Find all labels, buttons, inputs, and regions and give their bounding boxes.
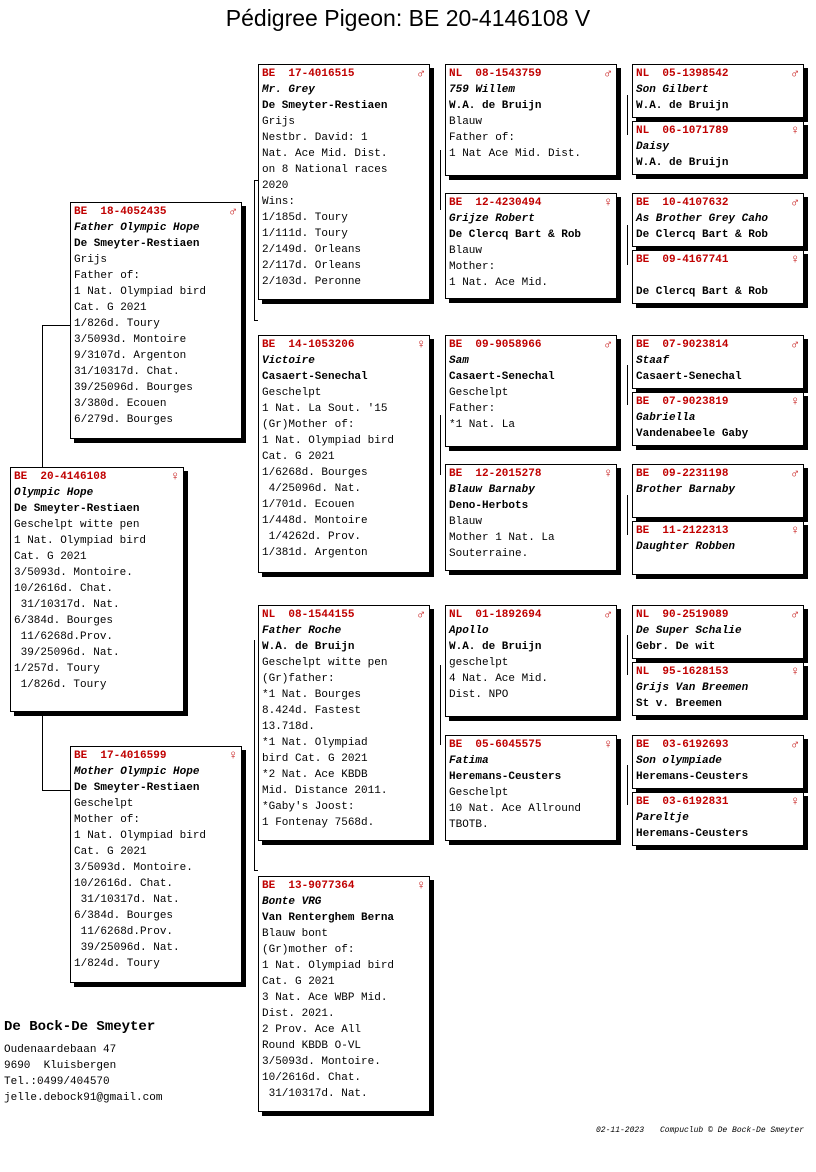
pedigree-line: Mother 1 Nat. La	[449, 532, 555, 544]
pigeon-name: Apollo	[449, 625, 489, 637]
female-icon: ♀	[229, 748, 237, 763]
ggparent-card-mfm	[445, 735, 617, 841]
pedigree-line: 11/6268d.Prov.	[74, 926, 174, 938]
pedigree-line: 1 Nat. Olympiad bird	[14, 535, 147, 547]
pigeon-name: Grijs Van Breemen	[636, 682, 749, 694]
pedigree-line: 2/117d. Orleans	[262, 260, 362, 272]
gggparent-card-12	[632, 792, 804, 846]
father-card	[70, 202, 242, 439]
male-icon: ♂	[791, 66, 799, 81]
ring-number-text: NL 95-1628153	[636, 666, 729, 678]
pigeon-name: Father Olympic Hope	[74, 222, 200, 234]
pedigree-line: 10 Nat. Ace Allround	[449, 803, 582, 815]
gggparent-card-8	[632, 521, 804, 575]
pedigree-line: Nestbr. David: 1	[262, 132, 368, 144]
ring-number	[636, 252, 800, 268]
breeder-name: Vandenabeele Gaby	[636, 428, 749, 440]
gggparent-card-10	[632, 662, 804, 716]
male-icon: ♂	[791, 195, 799, 210]
gggparent-card-7	[632, 464, 804, 518]
pedigree-line: Dist. NPO	[449, 689, 509, 701]
ring-number-text: BE 11-2122313	[636, 525, 729, 537]
ring-number	[636, 466, 800, 482]
pedigree-line: 1/826d. Toury	[74, 318, 160, 330]
ring-number-text: NL 05-1398542	[636, 68, 729, 80]
connector-line	[627, 365, 628, 405]
pedigree-line: 1 Fontenay 7568d.	[262, 817, 375, 829]
female-icon: ♀	[791, 523, 799, 538]
connector-line	[254, 870, 258, 871]
connector-line	[440, 415, 441, 475]
pedigree-line: 3/380d. Ecouen	[74, 398, 167, 410]
ring-number	[636, 737, 800, 753]
breeder-name: De Smeyter-Restiaen	[74, 782, 200, 794]
pedigree-line: 31/10317d. Nat.	[74, 894, 180, 906]
pedigree-line: 13.718d.	[262, 721, 315, 733]
breeder-name: De Clercq Bart & Rob	[636, 229, 769, 241]
ring-number	[449, 195, 613, 211]
breeder-name: Heremans-Ceusters	[636, 771, 749, 783]
footer-credit: Compuclub © De Bock-De Smeyter	[660, 1126, 805, 1135]
connector-line	[42, 790, 70, 791]
breeder-name: W.A. de Bruijn	[636, 157, 729, 169]
breeder-name: Deno-Herbots	[449, 500, 529, 512]
connector-line	[440, 150, 441, 210]
pedigree-line: 10/2616d. Chat.	[74, 878, 174, 890]
pedigree-line: 1/6268d. Bourges	[262, 467, 368, 479]
pigeon-name: Fatima	[449, 755, 489, 767]
breeder-name: St v. Breemen	[636, 698, 722, 710]
ring-number	[262, 66, 426, 82]
pedigree-line: Cat. G 2021	[74, 302, 147, 314]
ring-number	[449, 737, 613, 753]
ring-number	[262, 337, 426, 353]
pedigree-line: 1/111d. Toury	[262, 228, 348, 240]
gggparent-card-11	[632, 735, 804, 789]
pedigree-line: Geschelpt	[449, 387, 509, 399]
connector-line	[627, 635, 628, 675]
pedigree-line: Round KBDB O-VL	[262, 1040, 362, 1052]
paternal-grandfather-card	[258, 64, 430, 300]
female-icon: ♀	[604, 195, 612, 210]
pedigree-line: Nat. Ace Mid. Dist.	[262, 148, 388, 160]
pedigree-line: 1 Nat. La Sout. '15	[262, 403, 388, 415]
male-icon: ♂	[417, 607, 425, 622]
pedigree-line: 1 Nat Ace Mid. Dist.	[449, 148, 582, 160]
ring-number	[449, 466, 613, 482]
maternal-grandfather-card	[258, 605, 430, 841]
connector-line	[42, 325, 70, 326]
male-icon: ♂	[791, 337, 799, 352]
gggparent-card-5	[632, 335, 804, 389]
pedigree-line: Father of:	[449, 132, 516, 144]
footer-date: 02-11-2023	[596, 1126, 645, 1135]
ring-number-text: BE 17-4016515	[262, 68, 355, 80]
ring-number	[636, 607, 800, 623]
pedigree-line: bird Cat. G 2021	[262, 753, 368, 765]
breeder-name: W.A. de Bruijn	[636, 100, 729, 112]
ring-number-text: BE 14-1053206	[262, 339, 355, 351]
pedigree-line: 6/279d. Bourges	[74, 414, 174, 426]
page-title: Pédigree Pigeon: BE 20-4146108 V	[225, 5, 591, 31]
ring-number-text: NL 06-1071789	[636, 125, 729, 137]
pedigree-line: 1 Nat. Olympiad bird	[262, 435, 395, 447]
ring-number-text: BE 17-4016599	[74, 750, 167, 762]
pigeon-name: Son olympiade	[636, 755, 722, 767]
pedigree-line: *1 Nat. Olympiad	[262, 737, 368, 749]
owner-city: 9690 Kluisbergen	[4, 1060, 117, 1072]
pigeon-name: Bonte VRG	[262, 896, 322, 908]
pigeon-name	[636, 268, 800, 284]
breeder-name: Heremans-Ceusters	[449, 771, 562, 783]
connector-line	[42, 712, 43, 790]
breeder-name: De Smeyter-Restiaen	[14, 503, 140, 515]
breeder-name: De Smeyter-Restiaen	[262, 100, 388, 112]
pedigree-line: on 8 National races	[262, 164, 388, 176]
breeder-name: Van Renterghem Berna	[262, 912, 395, 924]
breeder-name: De Clercq Bart & Rob	[449, 229, 582, 241]
paternal-grandmother-card	[258, 335, 430, 573]
pedigree-line: Grijs	[74, 254, 108, 266]
ring-number-text: BE 12-2015278	[449, 468, 542, 480]
pedigree-line: 3 Nat. Ace WBP Mid.	[262, 992, 388, 1004]
ring-number	[636, 794, 800, 810]
pedigree-line: 1/448d. Montoire	[262, 515, 368, 527]
pedigree-line: Blauw	[449, 516, 483, 528]
pigeon-name: Victoire	[262, 355, 315, 367]
pigeon-name: As Brother Grey Caho	[636, 213, 769, 225]
female-icon: ♀	[417, 337, 425, 352]
ring-number-text: BE 10-4107632	[636, 197, 729, 209]
pedigree-line: 3/5093d. Montoire	[74, 334, 187, 346]
pedigree-line: Mother of:	[74, 814, 141, 826]
ggparent-card-ffm	[445, 193, 617, 299]
pedigree-line: 1 Nat. Olympiad bird	[74, 830, 207, 842]
pedigree-line: (Gr)father:	[262, 673, 335, 685]
pedigree-line: 8.424d. Fastest	[262, 705, 362, 717]
male-icon: ♂	[791, 607, 799, 622]
pigeon-name: Grijze Robert	[449, 213, 535, 225]
ring-number	[449, 337, 613, 353]
pedigree-line: 39/25096d. Nat.	[74, 942, 180, 954]
pigeon-name: Sam	[449, 355, 469, 367]
pedigree-line: Geschelpt witte pen	[262, 657, 388, 669]
pedigree-line: 31/10317d. Nat.	[14, 599, 120, 611]
breeder-name: W.A. de Bruijn	[449, 641, 542, 653]
gggparent-card-9	[632, 605, 804, 659]
owner-address: Oudenaardebaan 47	[4, 1044, 117, 1056]
pedigree-line: 3/5093d. Montoire.	[74, 862, 193, 874]
pigeon-name: Daughter Robben	[636, 541, 736, 553]
subject-pigeon-card	[10, 467, 184, 712]
pedigree-line: Geschelpt witte pen	[14, 519, 140, 531]
pedigree-line: Geschelpt	[449, 787, 509, 799]
ring-number	[636, 195, 800, 211]
connector-line	[42, 325, 43, 467]
pedigree-line: 10/2616d. Chat.	[14, 583, 114, 595]
ring-number-text: BE 09-2231198	[636, 468, 729, 480]
pedigree-line: 11/6268d.Prov.	[14, 631, 114, 643]
breeder-name: De Clercq Bart & Rob	[636, 286, 769, 298]
male-icon: ♂	[604, 337, 612, 352]
breeder-name: W.A. de Bruijn	[262, 641, 355, 653]
pedigree-line: Grijs	[262, 116, 296, 128]
connector-line	[627, 225, 628, 265]
female-icon: ♀	[417, 878, 425, 893]
male-icon: ♂	[791, 737, 799, 752]
pedigree-line: 1/824d. Toury	[74, 958, 160, 970]
ggparent-card-fff	[445, 64, 617, 176]
ring-number-text: BE 07-9023819	[636, 396, 729, 408]
pedigree-line: (Gr)mother of:	[262, 944, 355, 956]
connector-line	[627, 495, 628, 535]
ring-number	[636, 394, 800, 410]
gggparent-card-2	[632, 121, 804, 175]
ring-number	[262, 878, 426, 894]
pedigree-line: 1 Nat. Olympiad bird	[262, 960, 395, 972]
pigeon-name: Father Roche	[262, 625, 342, 637]
pedigree-line: Cat. G 2021	[262, 976, 335, 988]
ring-number	[74, 748, 238, 764]
pedigree-line: 3/5093d. Montoire.	[14, 567, 133, 579]
connector-line	[254, 320, 258, 321]
pedigree-line: 2 Prov. Ace All	[262, 1024, 362, 1036]
pedigree-line: 9/3107d. Argenton	[74, 350, 187, 362]
pedigree-line: 31/10317d. Nat.	[262, 1088, 368, 1100]
gggparent-card-6	[632, 392, 804, 446]
gggparent-card-4	[632, 250, 804, 304]
pigeon-name: 759 Willem	[449, 84, 516, 96]
breeder-name: Casaert-Senechal	[262, 371, 368, 383]
pedigree-line: 1/185d. Toury	[262, 212, 348, 224]
pedigree-line: Cat. G 2021	[14, 551, 87, 563]
ring-number-text: BE 20-4146108	[14, 471, 107, 483]
pigeon-name: Gabriella	[636, 412, 696, 424]
male-icon: ♂	[791, 466, 799, 481]
ring-number-text: BE 12-4230494	[449, 197, 542, 209]
pedigree-line: 3/5093d. Montoire.	[262, 1056, 381, 1068]
breeder-name: De Smeyter-Restiaen	[74, 238, 200, 250]
ring-number	[636, 523, 800, 539]
pedigree-line: 1/826d. Toury	[14, 679, 107, 691]
female-icon: ♀	[171, 469, 179, 484]
pedigree-line: Blauw	[449, 245, 483, 257]
pedigree-line: 1/701d. Ecouen	[262, 499, 355, 511]
ring-number-text: BE 03-6192831	[636, 796, 729, 808]
pedigree-line: 2020	[262, 180, 289, 192]
breeder-name: Gebr. De wit	[636, 641, 716, 653]
ring-number-text: BE 18-4052435	[74, 206, 167, 218]
gggparent-card-1	[632, 64, 804, 118]
female-icon: ♀	[791, 394, 799, 409]
ring-number-text: BE 13-9077364	[262, 880, 355, 892]
pedigree-line: *2 Nat. Ace KBDB	[262, 769, 368, 781]
pedigree-line: 1/381d. Argenton	[262, 547, 368, 559]
pedigree-line: Cat. G 2021	[74, 846, 147, 858]
ring-number-text: NL 08-1543759	[449, 68, 542, 80]
male-icon: ♂	[417, 66, 425, 81]
breeder-name: Casaert-Senechal	[449, 371, 555, 383]
ring-number	[449, 66, 613, 82]
ring-number-text: BE 07-9023814	[636, 339, 729, 351]
female-icon: ♀	[604, 466, 612, 481]
ggparent-card-fmf	[445, 335, 617, 447]
female-icon: ♀	[791, 252, 799, 267]
connector-line	[440, 665, 441, 745]
ring-number-text: NL 01-1892694	[449, 609, 542, 621]
connector-line	[627, 765, 628, 805]
ring-number-text: BE 09-9058966	[449, 339, 542, 351]
pedigree-line: Blauw bont	[262, 928, 329, 940]
ring-number	[636, 664, 800, 680]
ring-number-text: BE 03-6192693	[636, 739, 729, 751]
ring-number-text: BE 05-6045575	[449, 739, 542, 751]
owner-phone: Tel.:0499/404570	[4, 1076, 110, 1088]
male-icon: ♂	[604, 66, 612, 81]
pigeon-name: De Super Schalie	[636, 625, 742, 637]
pedigree-line: 39/25096d. Bourges	[74, 382, 193, 394]
pedigree-line: Geschelpt	[74, 798, 134, 810]
pedigree-line: Geschelpt	[262, 387, 322, 399]
breeder-name: W.A. de Bruijn	[449, 100, 542, 112]
pedigree-line: 6/384d. Bourges	[74, 910, 174, 922]
ring-number	[262, 607, 426, 623]
ggparent-card-fmm	[445, 464, 617, 571]
pigeon-name: Daisy	[636, 141, 670, 153]
pedigree-line: 39/25096d. Nat.	[14, 647, 120, 659]
female-icon: ♀	[604, 737, 612, 752]
female-icon: ♀	[791, 123, 799, 138]
male-icon: ♂	[604, 607, 612, 622]
owner-email: jelle.debock91@gmail.com	[4, 1092, 163, 1104]
pigeon-name: Olympic Hope	[14, 487, 94, 499]
owner-name: De Bock-De Smeyter	[4, 1019, 156, 1035]
pedigree-line: 1/257d. Toury	[14, 663, 100, 675]
pedigree-line: 10/2616d. Chat.	[262, 1072, 362, 1084]
ring-number	[636, 123, 800, 139]
pedigree-line: *1 Nat. Bourges	[262, 689, 362, 701]
connector-line	[254, 180, 255, 320]
pigeon-name: Son Gilbert	[636, 84, 709, 96]
pigeon-name: Blauw Barnaby	[449, 484, 535, 496]
ring-number	[74, 204, 238, 220]
pedigree-line: *1 Nat. La	[449, 419, 516, 431]
breeder-name: Heremans-Ceusters	[636, 828, 749, 840]
ring-number	[636, 337, 800, 353]
pedigree-line: Father:	[449, 403, 496, 415]
pedigree-line: 2/103d. Peronne	[262, 276, 362, 288]
pedigree-line: 4 Nat. Ace Mid.	[449, 673, 549, 685]
ring-number	[636, 66, 800, 82]
pedigree-line: Blauw	[449, 116, 483, 128]
pigeon-name: Brother Barnaby	[636, 484, 736, 496]
ggparent-card-mff	[445, 605, 617, 717]
pigeon-name: Staaf	[636, 355, 670, 367]
maternal-grandmother-card	[258, 876, 430, 1112]
male-icon: ♂	[229, 204, 237, 219]
pedigree-line: Cat. G 2021	[262, 451, 335, 463]
gggparent-card-3	[632, 193, 804, 247]
pedigree-line: TBOTB.	[449, 819, 489, 831]
connector-line	[627, 95, 628, 135]
ring-number	[14, 469, 180, 485]
pedigree-line: geschelpt	[449, 657, 509, 669]
pedigree-line: Souterraine.	[449, 548, 529, 560]
pedigree-line: (Gr)Mother of:	[262, 419, 355, 431]
ring-number	[449, 607, 613, 623]
female-icon: ♀	[791, 794, 799, 809]
ring-number-text: BE 09-4167741	[636, 254, 729, 266]
pigeon-name: Mr. Grey	[262, 84, 315, 96]
breeder-name: Casaert-Senechal	[636, 371, 742, 383]
pedigree-line: Mid. Distance 2011.	[262, 785, 388, 797]
pedigree-line: 6/384d. Bourges	[14, 615, 114, 627]
pedigree-line: 2/149d. Orleans	[262, 244, 362, 256]
pedigree-line: Mother:	[449, 261, 496, 273]
pedigree-line: 1/4262d. Prov.	[262, 531, 362, 543]
pigeon-name: Mother Olympic Hope	[74, 766, 200, 778]
pedigree-line: *Gaby's Joost:	[262, 801, 355, 813]
pedigree-line: Father of:	[74, 270, 141, 282]
pigeon-name: Pareltje	[636, 812, 689, 824]
pedigree-line: 1 Nat. Olympiad bird	[74, 286, 207, 298]
pedigree-line: 31/10317d. Chat.	[74, 366, 180, 378]
female-icon: ♀	[791, 664, 799, 679]
ring-number-text: NL 08-1544155	[262, 609, 355, 621]
pedigree-line: Wins:	[262, 196, 296, 208]
pedigree-line: Dist. 2021.	[262, 1008, 335, 1020]
pedigree-line: 1 Nat. Ace Mid.	[449, 277, 549, 289]
mother-card	[70, 746, 242, 983]
pedigree-line: 4/25096d. Nat.	[262, 483, 362, 495]
ring-number-text: NL 90-2519089	[636, 609, 729, 621]
connector-line	[254, 640, 255, 870]
